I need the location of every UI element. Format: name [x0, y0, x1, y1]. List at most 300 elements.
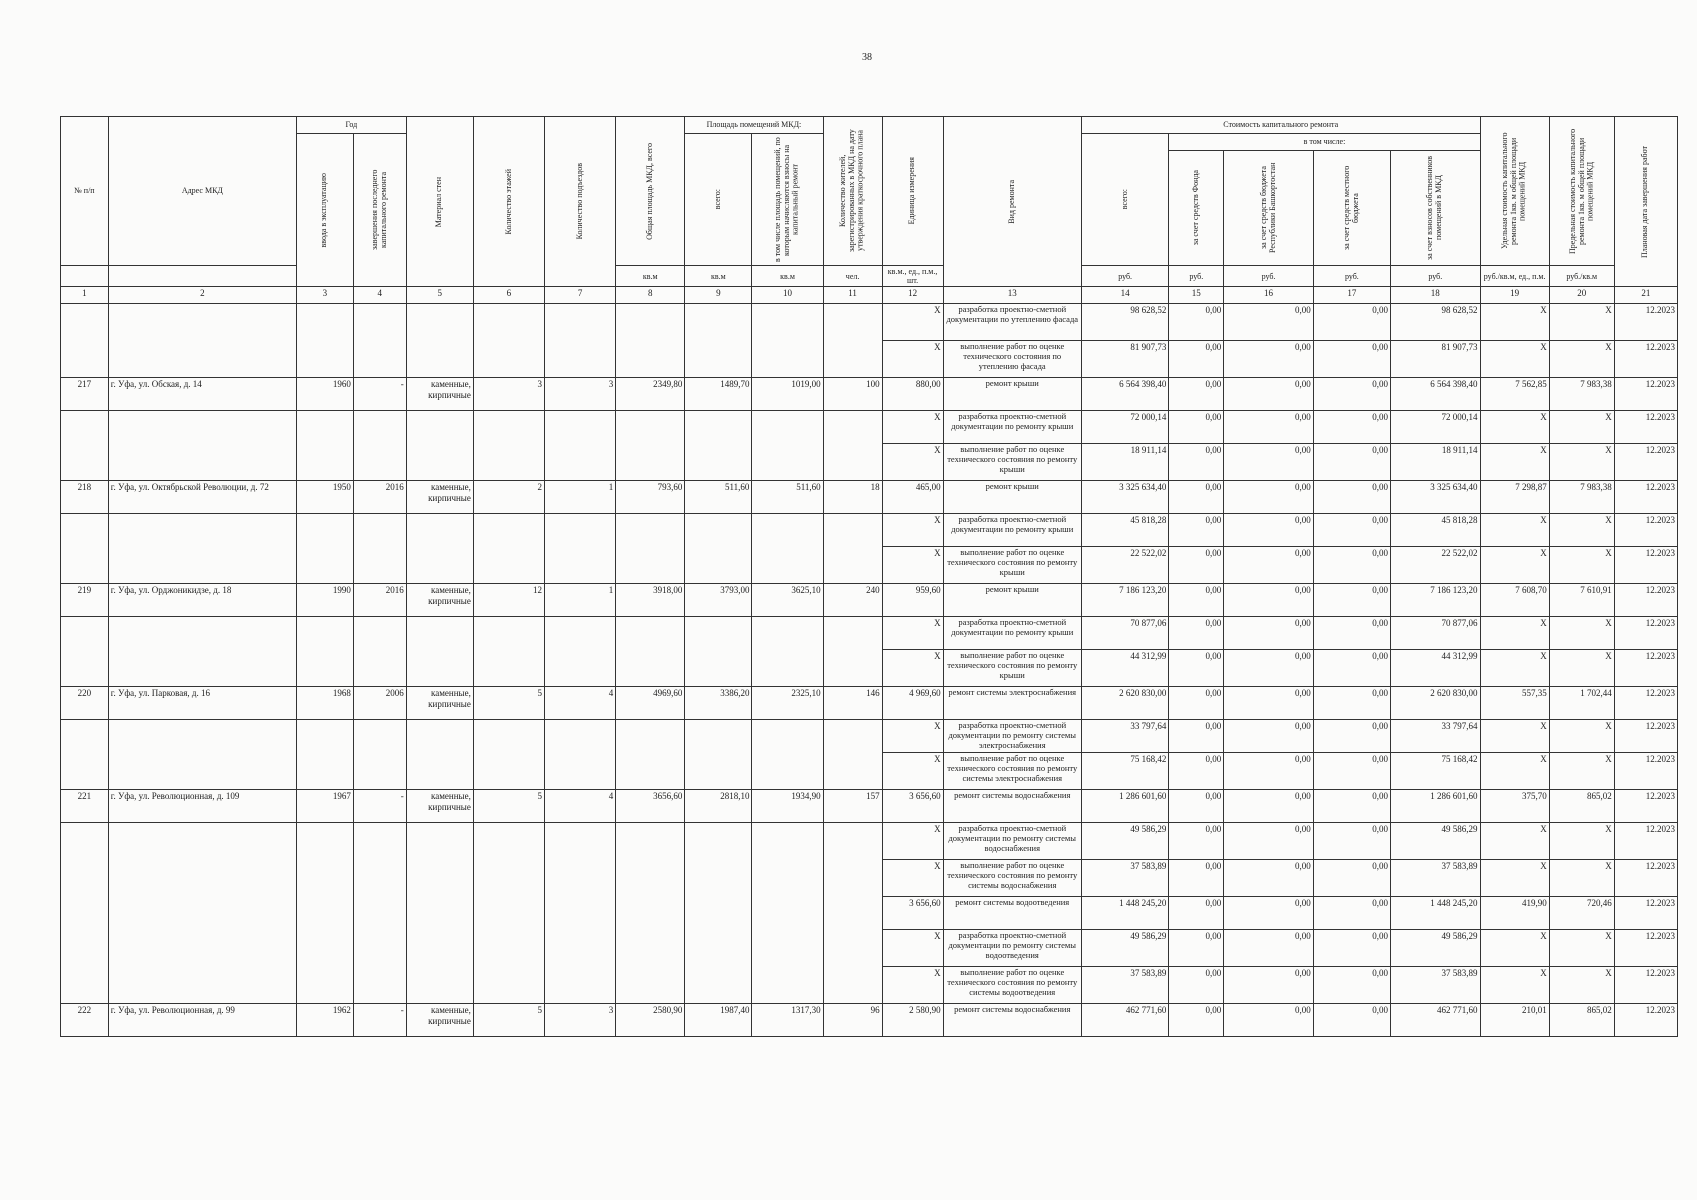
row-number: 222 — [61, 1004, 109, 1037]
cost-total-cell: 44 312,99 — [1081, 650, 1168, 687]
residents-cell — [823, 650, 882, 687]
cost-fund-cell: 0,00 — [1169, 897, 1224, 930]
header-max-cost-text: Предельная стоимость капитального ремонта 1кв. м общей площади помещений МКД — [1567, 128, 1595, 254]
cost-fund-cell: 0,00 — [1169, 687, 1224, 720]
cost-owners-cell: 22 522,02 — [1391, 547, 1481, 584]
header-specific-cost-text: Удельная стоимость капитального ремонта 1кв. м общей площади помещений МКД — [1500, 132, 1528, 250]
specific-cost-cell: X — [1480, 341, 1549, 378]
floors-cell — [473, 341, 544, 378]
row-number: 220 — [61, 687, 109, 720]
specific-cost-cell: X — [1480, 304, 1549, 341]
wall-material-cell — [406, 617, 473, 650]
header-specific-cost — [1480, 117, 1549, 266]
entrances-cell — [545, 304, 616, 341]
area-contrib-cell: 2325,10 — [752, 687, 823, 720]
area-rooms-cell — [685, 823, 752, 860]
area-contrib-cell — [752, 444, 823, 481]
header-unit — [882, 117, 943, 266]
repair-type-cell: разработка проектно-сметной документации по ремонту крыши — [943, 411, 1081, 444]
table-subrow — [61, 617, 1678, 650]
entrances-cell — [545, 411, 616, 444]
table-subrow — [61, 304, 1678, 341]
area-contrib-cell — [752, 304, 823, 341]
total-area-cell: 2349,80 — [616, 378, 685, 411]
row-number — [61, 617, 109, 650]
year-repair-cell — [353, 444, 406, 481]
wall-material-cell — [406, 720, 473, 753]
total-area-cell: 3656,60 — [616, 790, 685, 823]
entrances-cell: 1 — [545, 481, 616, 514]
cost-local-cell: 0,00 — [1313, 687, 1390, 720]
specific-cost-cell: 419,90 — [1480, 897, 1549, 930]
header-cost-local — [1313, 151, 1390, 266]
specific-cost-cell: 7 562,85 — [1480, 378, 1549, 411]
cost-fund-cell: 0,00 — [1169, 930, 1224, 967]
wall-material-cell — [406, 444, 473, 481]
area-contrib-cell — [752, 341, 823, 378]
unit-empty-2 — [108, 266, 296, 287]
residents-cell: 240 — [823, 584, 882, 617]
row-number — [61, 411, 109, 444]
header-total-area — [616, 117, 685, 266]
cost-local-cell: 0,00 — [1313, 720, 1390, 753]
year-repair-cell: 2006 — [353, 687, 406, 720]
table-subrow — [61, 341, 1678, 378]
year-repair-cell — [353, 617, 406, 650]
cost-local-cell: 0,00 — [1313, 930, 1390, 967]
header-cost-republic-text: за счет средств бюджета Республики Башкортостан — [1258, 162, 1277, 254]
floors-cell — [473, 650, 544, 687]
column-number: 18 — [1391, 287, 1481, 304]
unit-empty-1 — [61, 266, 109, 287]
planned-date-cell: 12.2023 — [1614, 790, 1677, 823]
address-cell — [108, 341, 296, 378]
cost-local-cell: 0,00 — [1313, 341, 1390, 378]
entrances-cell: 3 — [545, 1004, 616, 1037]
residents-cell — [823, 617, 882, 650]
floors-cell — [473, 444, 544, 481]
specific-cost-cell: X — [1480, 514, 1549, 547]
entrances-cell — [545, 930, 616, 967]
cost-local-cell: 0,00 — [1313, 753, 1390, 790]
column-number: 19 — [1480, 287, 1549, 304]
specific-cost-cell: X — [1480, 930, 1549, 967]
cost-republic-cell: 0,00 — [1224, 481, 1313, 514]
max-cost-cell: X — [1549, 860, 1614, 897]
column-number: 21 — [1614, 287, 1677, 304]
cost-total-cell: 462 771,60 — [1081, 1004, 1168, 1037]
wall-material-cell — [406, 514, 473, 547]
cost-republic-cell: 0,00 — [1224, 444, 1313, 481]
entrances-cell — [545, 341, 616, 378]
total-area-cell — [616, 341, 685, 378]
max-cost-cell: X — [1549, 341, 1614, 378]
residents-cell — [823, 304, 882, 341]
repair-type-cell: ремонт системы водоотведения — [943, 897, 1081, 930]
page-number: 38 — [862, 52, 872, 63]
table-subrow — [61, 860, 1678, 897]
wall-material-cell — [406, 860, 473, 897]
residents-cell: 18 — [823, 481, 882, 514]
area-contrib-cell — [752, 617, 823, 650]
header-cost-total — [1081, 134, 1168, 266]
cost-fund-cell: 0,00 — [1169, 378, 1224, 411]
residents-cell — [823, 444, 882, 481]
cost-owners-cell: 49 586,29 — [1391, 823, 1481, 860]
entrances-cell — [545, 444, 616, 481]
repair-type-cell: выполнение работ по оценке технического состояния по ремонту системы водоснабжения — [943, 860, 1081, 897]
entrances-cell — [545, 617, 616, 650]
max-cost-cell: X — [1549, 967, 1614, 1004]
unit-rub-republic: руб. — [1224, 266, 1313, 287]
specific-cost-cell: X — [1480, 860, 1549, 897]
row-number — [61, 341, 109, 378]
year-repair-cell: 2016 — [353, 584, 406, 617]
max-cost-cell: 7 983,38 — [1549, 378, 1614, 411]
year-commission-cell: 1962 — [296, 1004, 353, 1037]
table-row — [61, 481, 1678, 514]
year-repair-cell — [353, 547, 406, 584]
measure-cell: 3 656,60 — [882, 897, 943, 930]
cost-total-cell: 1 448 245,20 — [1081, 897, 1168, 930]
cost-owners-cell: 81 907,73 — [1391, 341, 1481, 378]
cost-local-cell: 0,00 — [1313, 860, 1390, 897]
address-cell — [108, 860, 296, 897]
row-number: 217 — [61, 378, 109, 411]
wall-material-cell: каменные, кирпичные — [406, 1004, 473, 1037]
residents-cell — [823, 753, 882, 790]
floors-cell — [473, 860, 544, 897]
measure-cell: 880,00 — [882, 378, 943, 411]
cost-total-cell: 72 000,14 — [1081, 411, 1168, 444]
column-number: 12 — [882, 287, 943, 304]
measure-cell: 2 580,90 — [882, 1004, 943, 1037]
residents-cell: 100 — [823, 378, 882, 411]
unit-measure: кв.м., ед., п.м., шт. — [882, 266, 943, 287]
unit-rub-fund: руб. — [1169, 266, 1224, 287]
residents-cell — [823, 411, 882, 444]
planned-date-cell: 12.2023 — [1614, 753, 1677, 790]
planned-date-cell: 12.2023 — [1614, 1004, 1677, 1037]
max-cost-cell: X — [1549, 753, 1614, 790]
total-area-cell — [616, 514, 685, 547]
cost-republic-cell: 0,00 — [1224, 547, 1313, 584]
cost-total-cell: 6 564 398,40 — [1081, 378, 1168, 411]
header-floors-text: Количество этажей — [503, 168, 513, 235]
wall-material-cell — [406, 341, 473, 378]
cost-fund-cell: 0,00 — [1169, 481, 1224, 514]
total-area-cell — [616, 304, 685, 341]
header-area-group: Площадь помещений МКД: — [685, 117, 823, 134]
cost-owners-cell: 1 448 245,20 — [1391, 897, 1481, 930]
area-contrib-cell — [752, 753, 823, 790]
max-cost-cell: 7 610,91 — [1549, 584, 1614, 617]
specific-cost-cell: 210,01 — [1480, 1004, 1549, 1037]
row-number — [61, 650, 109, 687]
planned-date-cell: 12.2023 — [1614, 897, 1677, 930]
cost-owners-cell: 72 000,14 — [1391, 411, 1481, 444]
year-repair-cell — [353, 514, 406, 547]
measure-cell: X — [882, 304, 943, 341]
residents-cell — [823, 930, 882, 967]
planned-date-cell: 12.2023 — [1614, 444, 1677, 481]
row-number — [61, 860, 109, 897]
max-cost-cell: 7 983,38 — [1549, 481, 1614, 514]
cost-owners-cell: 44 312,99 — [1391, 650, 1481, 687]
cost-total-cell: 98 628,52 — [1081, 304, 1168, 341]
column-number: 1 — [61, 287, 109, 304]
measure-cell: X — [882, 720, 943, 753]
header-year-commission-text: ввода в эксплуатацию — [319, 172, 329, 248]
header-planned-date — [1614, 117, 1677, 287]
total-area-cell — [616, 617, 685, 650]
repair-type-cell: разработка проектно-сметной документации по ремонту системы водоотведения — [943, 930, 1081, 967]
cost-local-cell: 0,00 — [1313, 790, 1390, 823]
table-subrow — [61, 897, 1678, 930]
entrances-cell — [545, 860, 616, 897]
capital-repair-table — [60, 116, 1678, 1037]
year-repair-cell — [353, 823, 406, 860]
measure-cell: X — [882, 650, 943, 687]
cost-local-cell: 0,00 — [1313, 514, 1390, 547]
cost-owners-cell: 37 583,89 — [1391, 860, 1481, 897]
area-contrib-cell: 3625,10 — [752, 584, 823, 617]
unit-people: чел. — [823, 266, 882, 287]
total-area-cell — [616, 720, 685, 753]
header-cost-owners-text: за счет взносов собственников помещений в МКД — [1425, 156, 1444, 260]
max-cost-cell: X — [1549, 823, 1614, 860]
column-number: 17 — [1313, 287, 1390, 304]
address-cell — [108, 753, 296, 790]
residents-cell — [823, 341, 882, 378]
total-area-cell: 2580,90 — [616, 1004, 685, 1037]
cost-local-cell: 0,00 — [1313, 481, 1390, 514]
total-area-cell — [616, 411, 685, 444]
column-number-row — [61, 287, 1678, 304]
cost-republic-cell: 0,00 — [1224, 930, 1313, 967]
cost-total-cell: 49 586,29 — [1081, 823, 1168, 860]
header-cost-owners — [1391, 151, 1481, 266]
entrances-cell: 4 — [545, 790, 616, 823]
wall-material-cell — [406, 823, 473, 860]
cost-local-cell: 0,00 — [1313, 547, 1390, 584]
address-cell — [108, 411, 296, 444]
area-contrib-cell — [752, 860, 823, 897]
area-rooms-cell — [685, 617, 752, 650]
floors-cell — [473, 930, 544, 967]
unit-rub-per-unit: руб./кв.м, ед., п.м. — [1480, 266, 1549, 287]
total-area-cell — [616, 650, 685, 687]
year-commission-cell — [296, 897, 353, 930]
cost-owners-cell: 49 586,29 — [1391, 930, 1481, 967]
column-number: 13 — [943, 287, 1081, 304]
total-area-cell — [616, 753, 685, 790]
row-number — [61, 967, 109, 1004]
residents-cell — [823, 720, 882, 753]
row-number: 219 — [61, 584, 109, 617]
area-rooms-cell — [685, 753, 752, 790]
repair-type-cell: выполнение работ по оценке технического состояния по ремонту системы электроснабжения — [943, 753, 1081, 790]
area-contrib-cell — [752, 650, 823, 687]
max-cost-cell: X — [1549, 930, 1614, 967]
planned-date-cell: 12.2023 — [1614, 687, 1677, 720]
cost-republic-cell: 0,00 — [1224, 1004, 1313, 1037]
year-repair-cell — [353, 897, 406, 930]
residents-cell — [823, 823, 882, 860]
address-cell: г. Уфа, ул. Октябрьской Революции, д. 72 — [108, 481, 296, 514]
cost-owners-cell: 6 564 398,40 — [1391, 378, 1481, 411]
cost-total-cell: 81 907,73 — [1081, 341, 1168, 378]
specific-cost-cell: 375,70 — [1480, 790, 1549, 823]
cost-fund-cell: 0,00 — [1169, 650, 1224, 687]
header-wall-material-text: Материал стен — [434, 176, 444, 227]
address-cell — [108, 304, 296, 341]
column-number: 14 — [1081, 287, 1168, 304]
area-rooms-cell — [685, 514, 752, 547]
area-rooms-cell — [685, 547, 752, 584]
max-cost-cell: X — [1549, 411, 1614, 444]
address-cell — [108, 823, 296, 860]
cost-local-cell: 0,00 — [1313, 897, 1390, 930]
column-number: 11 — [823, 287, 882, 304]
column-number: 7 — [545, 287, 616, 304]
specific-cost-cell: 557,35 — [1480, 687, 1549, 720]
cost-local-cell: 0,00 — [1313, 584, 1390, 617]
cost-republic-cell: 0,00 — [1224, 860, 1313, 897]
cost-fund-cell: 0,00 — [1169, 584, 1224, 617]
measure-cell: X — [882, 444, 943, 481]
total-area-cell: 793,60 — [616, 481, 685, 514]
cost-fund-cell: 0,00 — [1169, 514, 1224, 547]
wall-material-cell — [406, 547, 473, 584]
address-cell — [108, 617, 296, 650]
floors-cell — [473, 897, 544, 930]
row-number — [61, 823, 109, 860]
repair-type-cell: ремонт системы водоснабжения — [943, 1004, 1081, 1037]
unit-area-contrib: кв.м — [752, 266, 823, 287]
year-repair-cell: - — [353, 378, 406, 411]
area-rooms-cell — [685, 444, 752, 481]
header-year-commission — [296, 134, 353, 287]
repair-type-cell: выполнение работ по оценке технического состояния по ремонту крыши — [943, 650, 1081, 687]
cost-fund-cell: 0,00 — [1169, 411, 1224, 444]
specific-cost-cell: 7 298,87 — [1480, 481, 1549, 514]
wall-material-cell — [406, 411, 473, 444]
cost-total-cell: 45 818,28 — [1081, 514, 1168, 547]
wall-material-cell — [406, 304, 473, 341]
repair-type-cell: разработка проектно-сметной документации по ремонту системы водоснабжения — [943, 823, 1081, 860]
column-number: 8 — [616, 287, 685, 304]
repair-type-cell: выполнение работ по оценке технического состояния по ремонту системы водоотведения — [943, 967, 1081, 1004]
planned-date-cell: 12.2023 — [1614, 514, 1677, 547]
header-year-last-repair-text: завершения последнего капитального ремонта — [369, 169, 388, 251]
header-repair-type — [943, 117, 1081, 287]
entrances-cell — [545, 967, 616, 1004]
repair-type-cell: выполнение работ по оценке технического состояния по ремонту крыши — [943, 444, 1081, 481]
header-max-cost — [1549, 117, 1614, 266]
cost-local-cell: 0,00 — [1313, 617, 1390, 650]
repair-type-cell: ремонт крыши — [943, 378, 1081, 411]
cost-local-cell: 0,00 — [1313, 823, 1390, 860]
cost-owners-cell: 462 771,60 — [1391, 1004, 1481, 1037]
unit-rub-total: руб. — [1081, 266, 1168, 287]
cost-republic-cell: 0,00 — [1224, 753, 1313, 790]
measure-cell: X — [882, 411, 943, 444]
cost-fund-cell: 0,00 — [1169, 790, 1224, 823]
column-number: 5 — [406, 287, 473, 304]
year-commission-cell — [296, 547, 353, 584]
specific-cost-cell: X — [1480, 444, 1549, 481]
header-residents — [823, 117, 882, 266]
area-contrib-cell — [752, 514, 823, 547]
address-cell — [108, 930, 296, 967]
max-cost-cell: X — [1549, 617, 1614, 650]
entrances-cell — [545, 514, 616, 547]
year-commission-cell: 1960 — [296, 378, 353, 411]
cost-fund-cell: 0,00 — [1169, 1004, 1224, 1037]
cost-total-cell: 2 620 830,00 — [1081, 687, 1168, 720]
address-cell — [108, 897, 296, 930]
cost-total-cell: 1 286 601,60 — [1081, 790, 1168, 823]
specific-cost-cell: X — [1480, 650, 1549, 687]
year-repair-cell — [353, 650, 406, 687]
floors-cell: 5 — [473, 1004, 544, 1037]
floors-cell — [473, 617, 544, 650]
cost-republic-cell: 0,00 — [1224, 584, 1313, 617]
cost-total-cell: 3 325 634,40 — [1081, 481, 1168, 514]
year-commission-cell — [296, 860, 353, 897]
measure-cell: X — [882, 967, 943, 1004]
repair-type-cell: разработка проектно-сметной документации по ремонту системы электроснабжения — [943, 720, 1081, 753]
wall-material-cell: каменные, кирпичные — [406, 584, 473, 617]
cost-republic-cell: 0,00 — [1224, 411, 1313, 444]
table-subrow — [61, 650, 1678, 687]
cost-republic-cell: 0,00 — [1224, 823, 1313, 860]
cost-owners-cell: 75 168,42 — [1391, 753, 1481, 790]
cost-fund-cell: 0,00 — [1169, 720, 1224, 753]
floors-cell — [473, 720, 544, 753]
wall-material-cell — [406, 753, 473, 790]
header-entrances-text: Количество подъездов — [574, 163, 584, 240]
cost-fund-cell: 0,00 — [1169, 444, 1224, 481]
entrances-cell — [545, 720, 616, 753]
year-repair-cell — [353, 341, 406, 378]
total-area-cell — [616, 547, 685, 584]
measure-cell: X — [882, 860, 943, 897]
year-commission-cell — [296, 617, 353, 650]
area-contrib-cell: 511,60 — [752, 481, 823, 514]
header-address: Адрес МКД — [108, 117, 296, 266]
area-rooms-cell — [685, 967, 752, 1004]
repair-type-cell: ремонт системы водоснабжения — [943, 790, 1081, 823]
area-rooms-cell — [685, 411, 752, 444]
floors-cell — [473, 823, 544, 860]
cost-owners-cell: 33 797,64 — [1391, 720, 1481, 753]
entrances-cell — [545, 897, 616, 930]
floors-cell — [473, 547, 544, 584]
residents-cell — [823, 514, 882, 547]
cost-republic-cell: 0,00 — [1224, 341, 1313, 378]
cost-republic-cell: 0,00 — [1224, 378, 1313, 411]
area-rooms-cell — [685, 304, 752, 341]
entrances-cell — [545, 650, 616, 687]
max-cost-cell: 720,46 — [1549, 897, 1614, 930]
repair-type-cell: разработка проектно-сметной документации по утеплению фасада — [943, 304, 1081, 341]
wall-material-cell: каменные, кирпичные — [406, 687, 473, 720]
row-number: 218 — [61, 481, 109, 514]
area-contrib-cell — [752, 720, 823, 753]
table-row — [61, 584, 1678, 617]
